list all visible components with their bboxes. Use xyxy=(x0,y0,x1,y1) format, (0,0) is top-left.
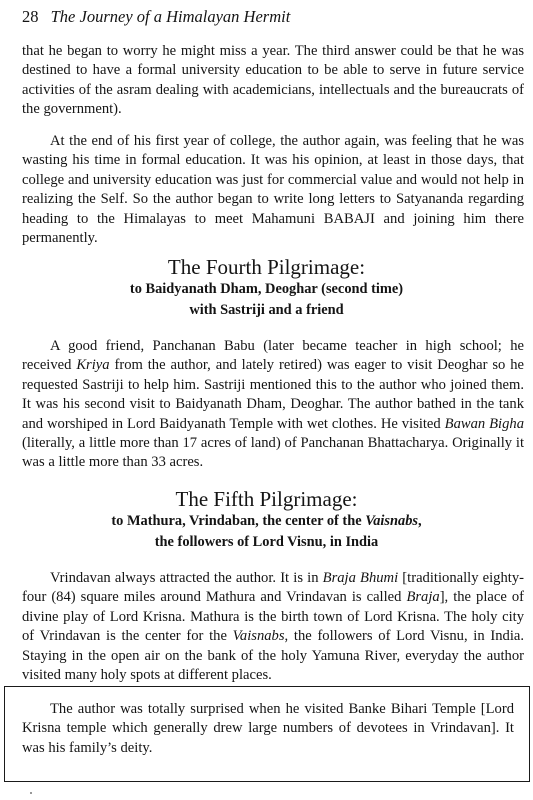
text-run: Vrindavan always attracted the author. It is in xyxy=(50,570,323,586)
heading-subtitle-line2: with Sastriji and a friend xyxy=(189,302,344,318)
text-run: from the author, and lately retired) was eager to visit Deoghar so he requested Sastriji to help him. Sastriji mentioned this to the author who joined them. It was his second visit to Baidyanath Dham, Deoghar. The author bathed in the tank and worshiped in Lord Baidyanath Temple with wet clothes. He visited xyxy=(22,357,524,432)
italic-term-bawan-bigha: Bawan Bigha xyxy=(444,415,524,432)
heading-subtitle-line2: the followers of Lord Visnu, in India xyxy=(154,534,379,550)
section-heading-fifth-pilgrimage xyxy=(0,487,533,553)
text-run: (literally, a little more than 17 acres of land) of Panchanan Bhattacharya. Originally it was a little more than 33 acres. xyxy=(22,435,524,471)
italic-term-braja: Braja xyxy=(406,589,440,606)
page-number: 28 xyxy=(22,7,39,26)
italic-term-braja-bhumi: Braja Bhumi xyxy=(322,570,399,586)
italic-term-vaisnabs: Vaisnabs xyxy=(232,628,285,645)
text-run: to Mathura, Vrindaban, the center of the xyxy=(111,513,366,529)
text-run: [traditionally eighty-four (84) square miles around Mathura and Vrindavan is called xyxy=(22,570,524,606)
running-header xyxy=(22,7,290,27)
heading-title: The Fifth Pilgrimage: xyxy=(175,487,358,511)
heading-subtitle-line1: to Baidyanath Dham, Deoghar (second time) xyxy=(129,281,404,297)
paragraph-fourth-pilgrimage xyxy=(22,337,524,473)
text-run: , xyxy=(418,513,422,529)
italic-term-kriya: Kriya xyxy=(76,357,110,374)
text-run: , the followers of Lord Visnu, in India. Staying in the open air on the bank of the holy Yamuna River, everyday the author visited many holy spots at different places. xyxy=(22,628,524,684)
heading-title: The Fourth Pilgrimage: xyxy=(167,255,366,279)
paragraph-continued: that he began to worry he might miss a year. The third answer could be that he was destined to have a formal university education to be able to serve in future service activities of the asram dealing with academicians, intellectuals and the bureaucrats of the government). xyxy=(22,43,524,118)
book-title: The Journey of a Himalayan Hermit xyxy=(50,7,291,26)
text-run: A good friend, Panchanan Babu (later became teacher in high school; he received xyxy=(22,338,524,374)
paragraph-fifth-pilgrimage xyxy=(22,569,524,685)
italic-term-vaisnabs: Vaisnabs xyxy=(365,513,418,529)
heading-subtitle-line1 xyxy=(0,511,533,532)
scan-speck xyxy=(30,792,32,794)
boxed-note-text: The author was totally surprised when he visited Banke Bihari Temple [Lord Krisna temple which generally drew large numbers of devotees in Vrindavan]. It was his family’s deity. xyxy=(22,701,514,756)
boxed-note xyxy=(4,686,530,782)
section-heading-fourth-pilgrimage xyxy=(0,255,533,321)
text-run: ], the place of divine play of Lord Krisna. Mathura is the birth town of Lord Krisna. The holy city of Vrindavan is the center for the xyxy=(22,589,524,645)
paragraph-college: At the end of his first year of college, the author again, was feeling that he was wasting his time in formal education. It was his opinion, at least in those days, that college and university education was just for commercial value and would not help in realizing the Self. So the author began to write long letters to Satyananda regarding heading to the Himalayas to meet Mahamuni BABAJI and joining him there permanently. xyxy=(22,133,524,247)
